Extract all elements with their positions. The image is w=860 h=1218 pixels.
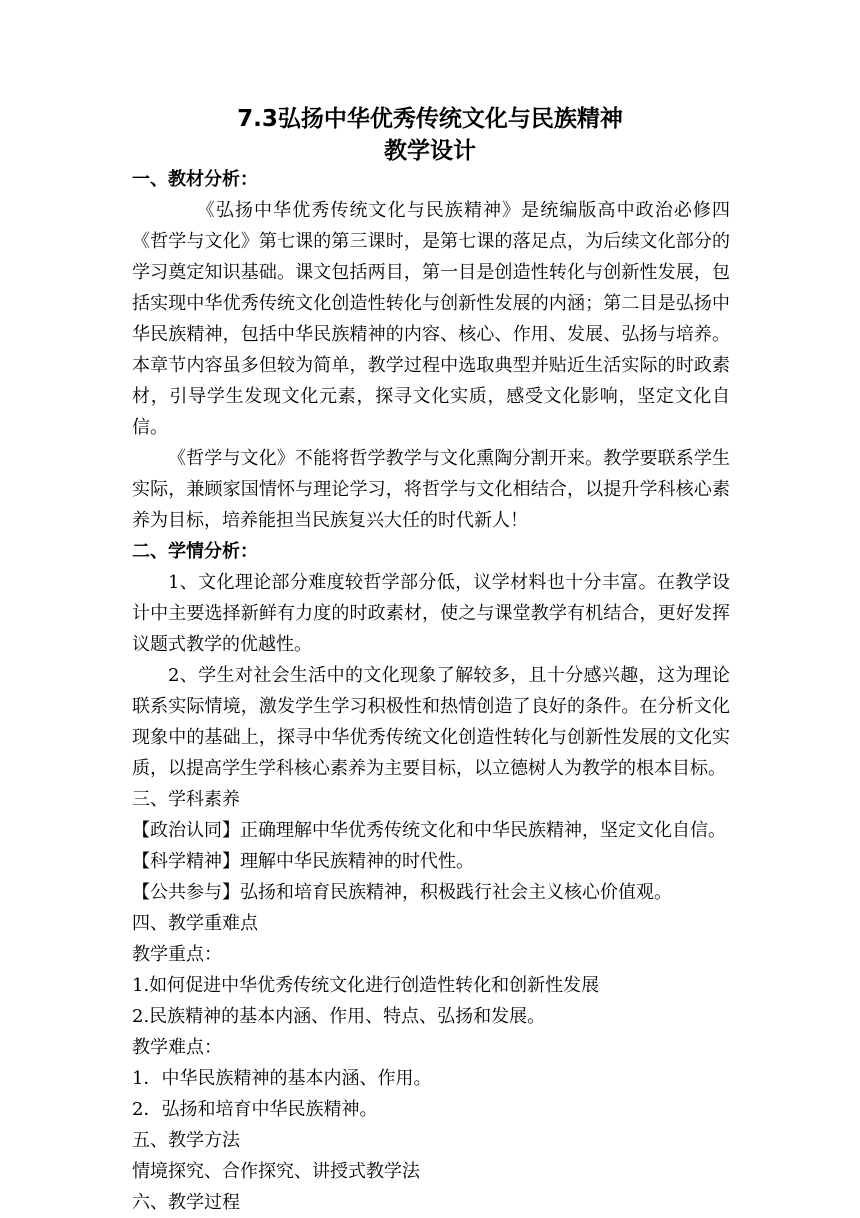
section-heading-teaching-process: 六、教学过程: [132, 1192, 240, 1213]
section-heading-textbook-analysis: 一、教材分析：: [132, 169, 258, 190]
section-heading-subject-literacy: 三、学科素养: [132, 789, 240, 810]
paragraph-textbook-analysis-1: 《弘扬中华优秀传统文化与民族精神》是统编版高中政治必修四《哲学与文化》第七课的第三课时，是第七课的落足点，为后续文化部分的学习奠定知识基础。课文包括两目，第一目是创造性转化与创新性发展，包括实现中华优秀传统文化创造性转化与创新性发展的内涵；第二目是弘扬中华民族精神，包括中华民族精神的内容、核心、作用、发展、弘扬与培养。本章节内容虽多但较为简单，教学过程中选取典型并贴近生活实际的时政素材，引导学生发现文化元素，探寻文化实质，感受文化影响，坚定文化自信。: [132, 200, 730, 438]
literacy-item-public-participation: 【公共参与】弘扬和培育民族精神，积极践行社会主义核心价值观。: [132, 882, 672, 903]
difficult-point-1: 1．中华民族精神的基本内涵、作用。: [132, 1068, 432, 1089]
paragraph-learner-analysis-2: 2、学生对社会生活中的文化现象了解较多，且十分感兴趣，这为理论联系实际情境，激发学生学习积极性和热情创造了良好的条件。在分析文化现象中的基础上，探寻中华优秀传统文化创造性转化与创新性发展的文化实质，以提高学生学科核心素养为主要目标，以立德树人为教学的根本目标。: [132, 665, 730, 779]
paragraph-learner-analysis-1: 1、文化理论部分难度较哲学部分低，议学材料也十分丰富。在教学设计中主要选择新鲜有力度的时政素材，使之与课堂教学有机结合，更好发挥议题式教学的优越性。: [132, 572, 730, 655]
section-heading-teaching-methods: 五、教学方法: [132, 1130, 240, 1151]
literacy-item-scientific-spirit: 【科学精神】理解中华民族精神的时代性。: [132, 851, 474, 872]
document-subtitle: 教学设计: [384, 138, 476, 164]
paragraph-textbook-analysis-2: 《哲学与文化》不能将哲学教学与文化熏陶分割开来。教学要联系学生实际，兼顾家国情怀与理论学习，将哲学与文化相结合，以提升学科核心素养为目标，培养能担当民族复兴大任的时代新人！: [132, 448, 730, 531]
key-point-1: 1.如何促进中华优秀传统文化进行创造性转化和创新性发展: [132, 975, 600, 996]
document-body: [132, 164, 730, 1218]
key-points-label: 教学重点：: [132, 944, 222, 965]
teaching-methods-content: 情境探究、合作探究、讲授式教学法: [132, 1161, 420, 1182]
key-point-2: 2.民族精神的基本内涵、作用、特点、弘扬和发展。: [132, 1006, 546, 1027]
difficult-point-2: 2．弘扬和培育中华民族精神。: [132, 1099, 378, 1120]
literacy-item-political-identity: 【政治认同】正确理解中华优秀传统文化和中华民族精神，坚定文化自信。: [132, 820, 726, 841]
section-heading-key-difficult-points: 四、教学重难点: [132, 913, 258, 934]
difficult-points-label: 教学难点：: [132, 1037, 222, 1058]
document-title: 7.3弘扬中华优秀传统文化与民族精神: [237, 106, 623, 132]
section-heading-learner-analysis: 二、学情分析：: [132, 541, 258, 562]
